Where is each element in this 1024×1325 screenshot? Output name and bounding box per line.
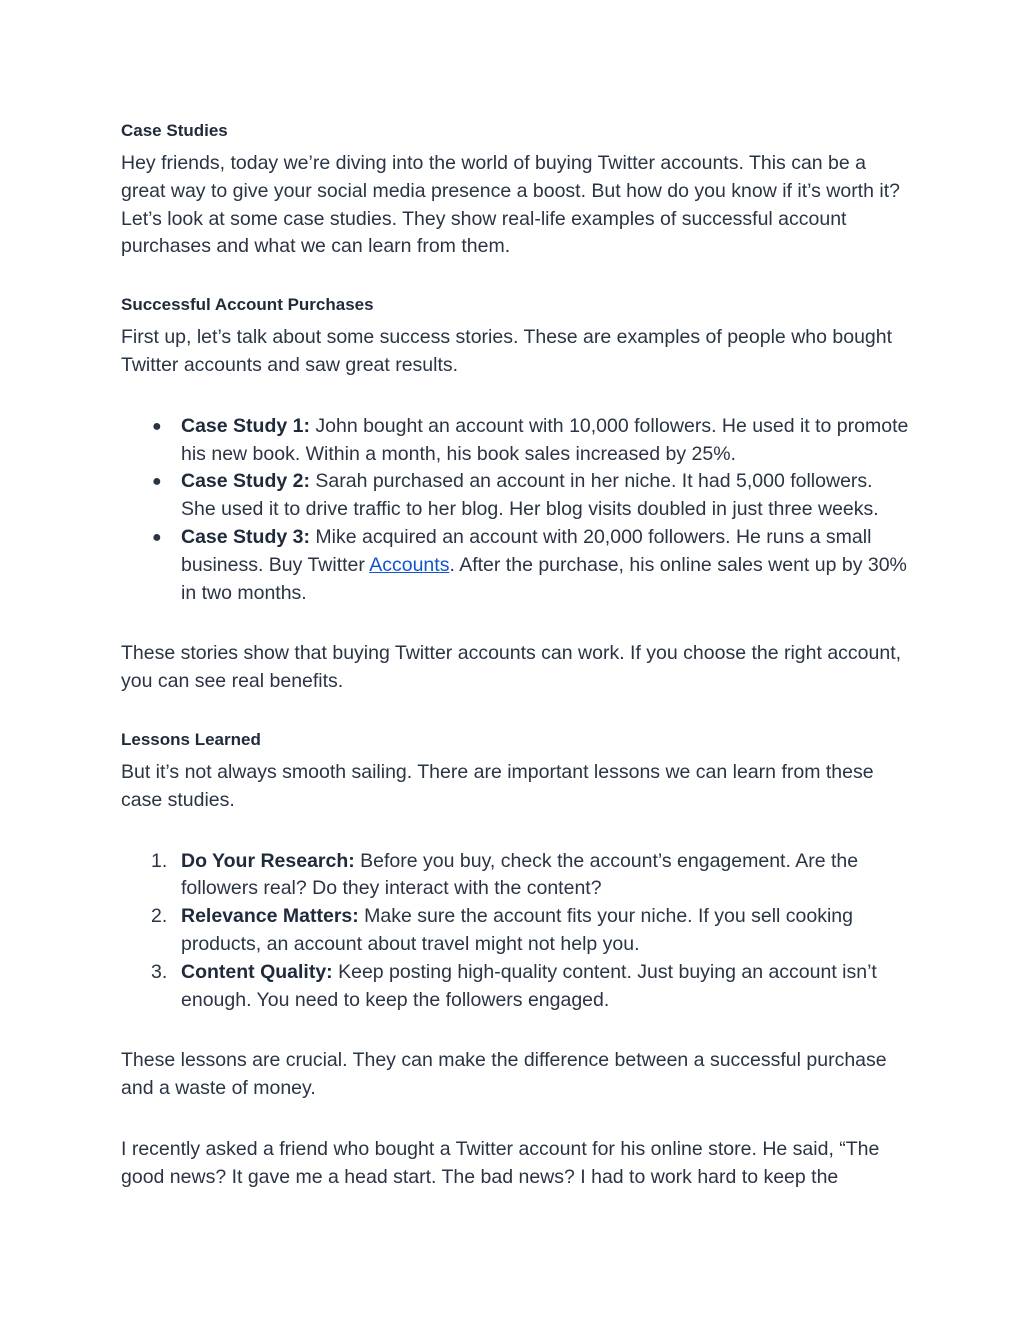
- lesson-label: Relevance Matters:: [181, 905, 359, 928]
- lesson-label: Do Your Research:: [181, 849, 355, 872]
- paragraph-closing: I recently asked a friend who bought a Twitter account for his online store. He said, “The good news? It gave me a head start. The bad news? I had to work hard to keep the: [121, 1137, 880, 1188]
- heading-lessons-learned: Lessons Learned: [121, 729, 261, 749]
- lesson-text: Make sure the account fits your niche. If you sell cooking products, an account about travel might not help you.: [181, 905, 854, 955]
- paragraph-lessons-intro: But it’s not always smooth sailing. There are important lessons we can learn from these case studies.: [121, 760, 874, 811]
- list-number: 3.: [151, 960, 168, 983]
- list-number: 1.: [151, 849, 168, 872]
- bullet-icon: ●: [152, 528, 162, 546]
- lesson-text: Keep posting high-quality content. Just buying an account isn’t enough. You need to keep the followers engaged.: [181, 960, 877, 1011]
- case-study-label: Case Study 1:: [181, 414, 310, 437]
- bullet-icon: ●: [152, 473, 162, 491]
- accounts-link[interactable]: Accounts: [369, 553, 450, 576]
- paragraph-success-outro: These stories show that buying Twitter accounts can work. If you choose the right account, you can see real benefits.: [121, 642, 902, 693]
- bullet-icon: ●: [152, 417, 162, 435]
- lessons-list: [121, 848, 911, 1015]
- case-study-text: Mike acquired an account with 20,000 followers. He runs a small business. Buy Twitter: [181, 525, 872, 576]
- list-item: [121, 524, 911, 607]
- case-study-label: Case Study 3:: [181, 525, 310, 548]
- list-item: [121, 903, 911, 959]
- list-number: 2.: [151, 905, 168, 928]
- list-item: [121, 848, 911, 904]
- paragraph-success-intro: First up, let’s talk about some success stories. These are examples of people who bought Twitter accounts and saw great results.: [121, 326, 893, 376]
- paragraph-intro: Hey friends, today we’re diving into the world of buying Twitter accounts. This can be a great way to give your social media presence a boost. But how do you know if it’s worth it? Let’s look at some case studies. They show real-life examples of successful account purchases and what we can learn from them.: [121, 152, 900, 258]
- case-study-text: Sarah purchased an account in her niche. It had 5,000 followers. She used it to drive traffic to her blog. Her blog visits doubled in just three weeks.: [181, 470, 879, 521]
- case-study-list: [121, 413, 911, 608]
- heading-successful-purchases: Successful Account Purchases: [121, 295, 374, 315]
- list-item: [121, 468, 911, 524]
- list-item: [121, 959, 911, 1015]
- heading-case-studies: Case Studies: [121, 121, 228, 140]
- list-item: [121, 413, 911, 469]
- case-study-text: . After the purchase, his online sales went up by 30% in two months.: [181, 553, 907, 604]
- lesson-label: Content Quality:: [181, 960, 333, 983]
- case-study-text: John bought an account with 10,000 followers. He used it to promote his new book. Within a month, his book sales increased by 25%.: [181, 414, 909, 465]
- document-page: [121, 118, 911, 1192]
- case-study-label: Case Study 2:: [181, 470, 310, 493]
- paragraph-lessons-outro: These lessons are crucial. They can make the difference between a successful purchase and a waste of money.: [121, 1049, 887, 1100]
- lesson-text: Before you buy, check the account’s engagement. Are the followers real? Do they interact with the content?: [181, 849, 859, 900]
